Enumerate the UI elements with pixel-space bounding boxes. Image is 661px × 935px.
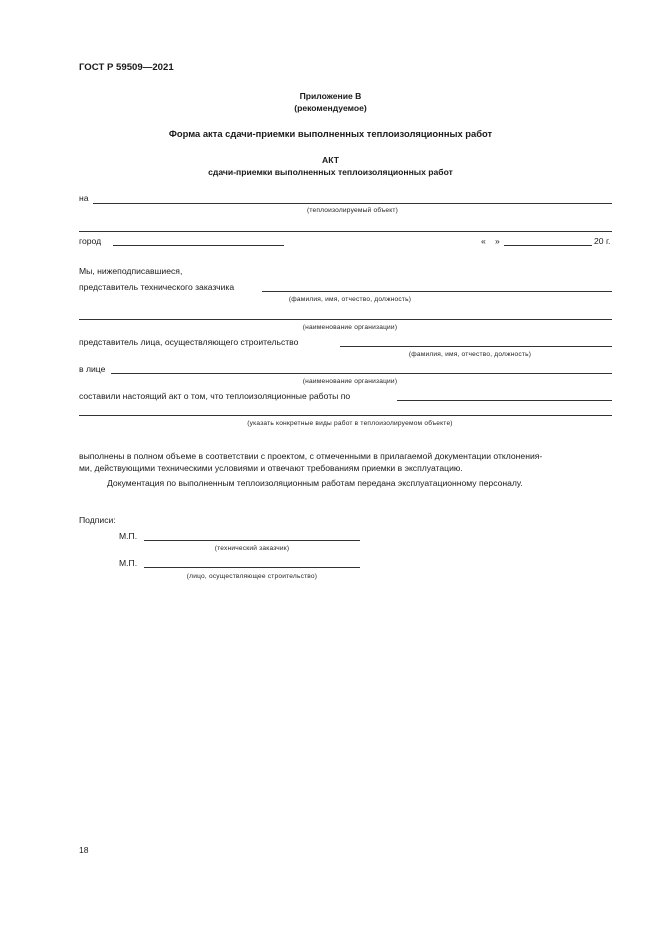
object-continuation-line[interactable] — [79, 231, 612, 232]
body-para-2: Документация по выполненным теплоизоляционным работам передана эксплуатационному персоналу. — [107, 478, 523, 488]
builder-label: представитель лица, осуществляющего строительство — [79, 337, 299, 347]
city-label: город — [79, 236, 102, 246]
builder-input-line[interactable] — [340, 346, 612, 347]
org-caption-2: (наименование организации) — [302, 378, 398, 385]
signature-caption-2: (лицо, осуществляющее строительство) — [186, 573, 318, 580]
tech-customer-label: представитель технического заказчика — [79, 282, 235, 292]
builder-caption: (фамилия, имя, отчество, должность) — [408, 351, 532, 358]
tech-customer-caption: (фамилия, имя, отчество, должность) — [288, 296, 412, 303]
na-caption: (теплоизолируемый объект) — [306, 207, 399, 214]
document-code: ГОСТ Р 59509—2021 — [79, 62, 174, 73]
date-year: 20 г. — [594, 236, 611, 246]
date-open-quote: « — [481, 236, 486, 246]
page-number: 18 — [79, 845, 89, 855]
in-person-input-line[interactable] — [111, 373, 612, 374]
signature-line-1[interactable] — [144, 540, 360, 541]
stamp-label-1: М.П. — [119, 531, 138, 541]
act-title: АКТ — [322, 155, 339, 165]
tech-customer-input-line[interactable] — [262, 291, 612, 292]
org-caption-1: (наименование организации) — [302, 324, 398, 331]
na-input-line[interactable] — [93, 203, 612, 204]
signature-line-2[interactable] — [144, 567, 360, 568]
date-close-quote: » — [495, 236, 500, 246]
city-input-line[interactable] — [113, 245, 284, 246]
appendix-title: Приложение В — [299, 91, 362, 101]
in-person-label: в лице — [79, 364, 106, 374]
appendix-status: (рекомендуемое) — [294, 103, 367, 113]
body-para-1-line-2: ми, действующими техническими условиями и отвечают требованиям приемки в эксплуатацию. — [79, 463, 463, 473]
na-label: на — [79, 193, 89, 203]
stamp-label-2: М.П. — [119, 558, 138, 568]
org-input-line-1[interactable] — [79, 319, 612, 320]
works-continuation-line[interactable] — [79, 415, 612, 416]
compiled-label: составили настоящий акт о том, что теплоизоляционные работы по — [79, 391, 351, 401]
works-caption: (указать конкретные виды работ в теплоизолируемом объекте) — [247, 420, 453, 427]
form-title: Форма акта сдачи-приемки выполненных теплоизоляционных работ — [168, 128, 493, 139]
signatures-label: Подписи: — [79, 515, 116, 525]
intro-text: Мы, нижеподписавшиеся, — [79, 266, 183, 276]
date-input-line[interactable] — [504, 245, 592, 246]
body-para-1-line-1: выполнены в полном объеме в соответствии с проектом, с отмеченными в прилагаемой документации отклонения- — [79, 451, 543, 461]
act-subtitle: сдачи-приемки выполненных теплоизоляционных работ — [208, 167, 453, 177]
works-input-line[interactable] — [397, 400, 612, 401]
signature-caption-1: (технический заказчик) — [214, 545, 290, 552]
